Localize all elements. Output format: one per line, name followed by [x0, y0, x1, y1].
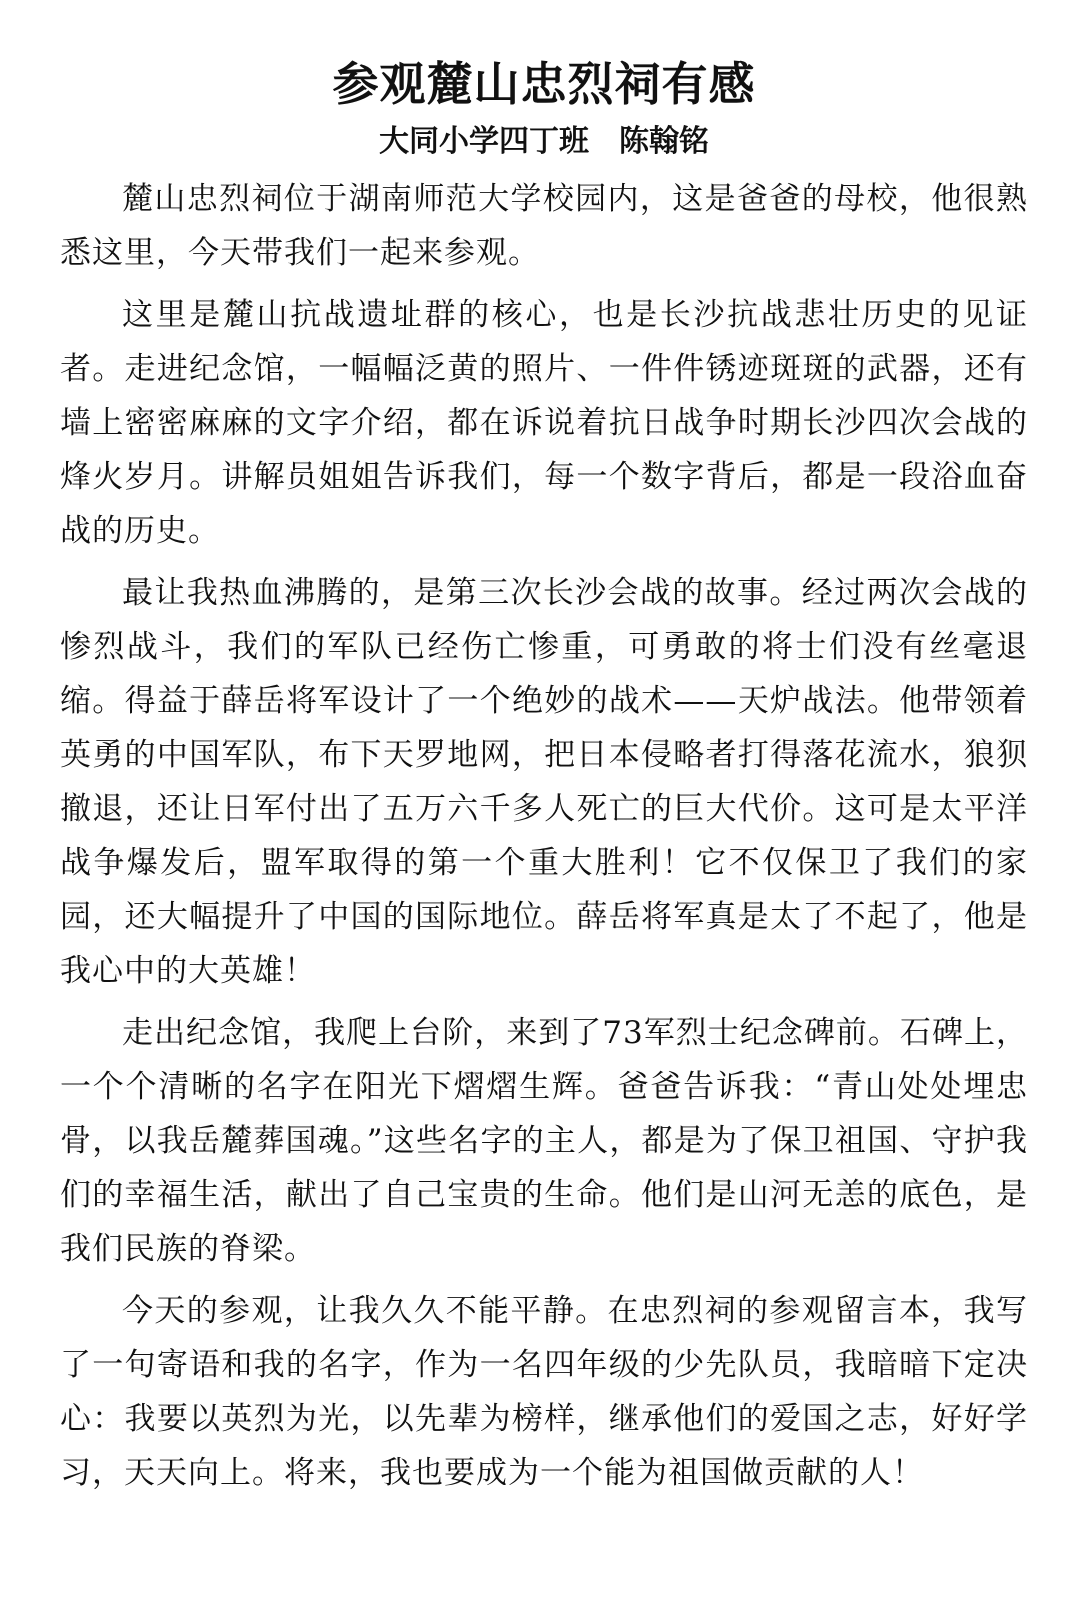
author-byline: 大同小学四丁班 陈翰铭	[379, 124, 709, 159]
paragraph-1: 麓山忠烈祠位于湖南师范大学校园内，这是爸爸的母校，他很熟悉这里，今天带我们一起来参观。	[60, 181, 1028, 271]
paragraph-2: 这里是麓山抗战遗址群的核心，也是长沙抗战悲壮历史的见证者。走进纪念馆，一幅幅泛黄的照片、一件件锈迹斑斑的武器，还有墙上密密麻麻的文字介绍，都在诉说着抗日战争时期长沙四次会战的烽火岁月。讲解员姐姐告诉我们，每一个数字背后，都是一段浴血奋战的历史。	[60, 297, 1028, 549]
paragraph-5: 今天的参观，让我久久不能平静。在忠烈祠的参观留言本，我写了一句寄语和我的名字，作为一名四年级的少先队员，我暗暗下定决心：我要以英烈为光，以先辈为榜样，继承他们的爱国之志，好好学习，天天向上。将来，我也要成为一个能为祖国做贡献的人！	[60, 1293, 1028, 1491]
article-title: 参观麓山忠烈祠有感	[332, 57, 756, 111]
paragraph-4: 走出纪念馆，我爬上台阶，来到了73军烈士纪念碑前。石碑上，一个个清晰的名字在阳光下熠熠生辉。爸爸告诉我：“青山处处埋忠骨，以我岳麓葬国魂。”这些名字的主人，都是为了保卫祖国、守护我们的幸福生活，献出了自己宝贵的生命。他们是山河无恙的底色，是我们民族的脊梁。	[60, 1015, 1028, 1267]
paragraph-3: 最让我热血沸腾的，是第三次长沙会战的故事。经过两次会战的惨烈战斗，我们的军队已经伤亡惨重，可勇敢的将士们没有丝毫退缩。得益于薛岳将军设计了一个绝妙的战术——天炉战法。他带领着英勇的中国军队，布下天罗地网，把日本侵略者打得落花流水，狼狈撤退，还让日军付出了五万六千多人死亡的巨大代价。这可是太平洋战争爆发后，盟军取得的第一个重大胜利！它不仅保卫了我们的家园，还大幅提升了中国的国际地位。薛岳将军真是太了不起了，他是我心中的大英雄！	[60, 575, 1028, 989]
